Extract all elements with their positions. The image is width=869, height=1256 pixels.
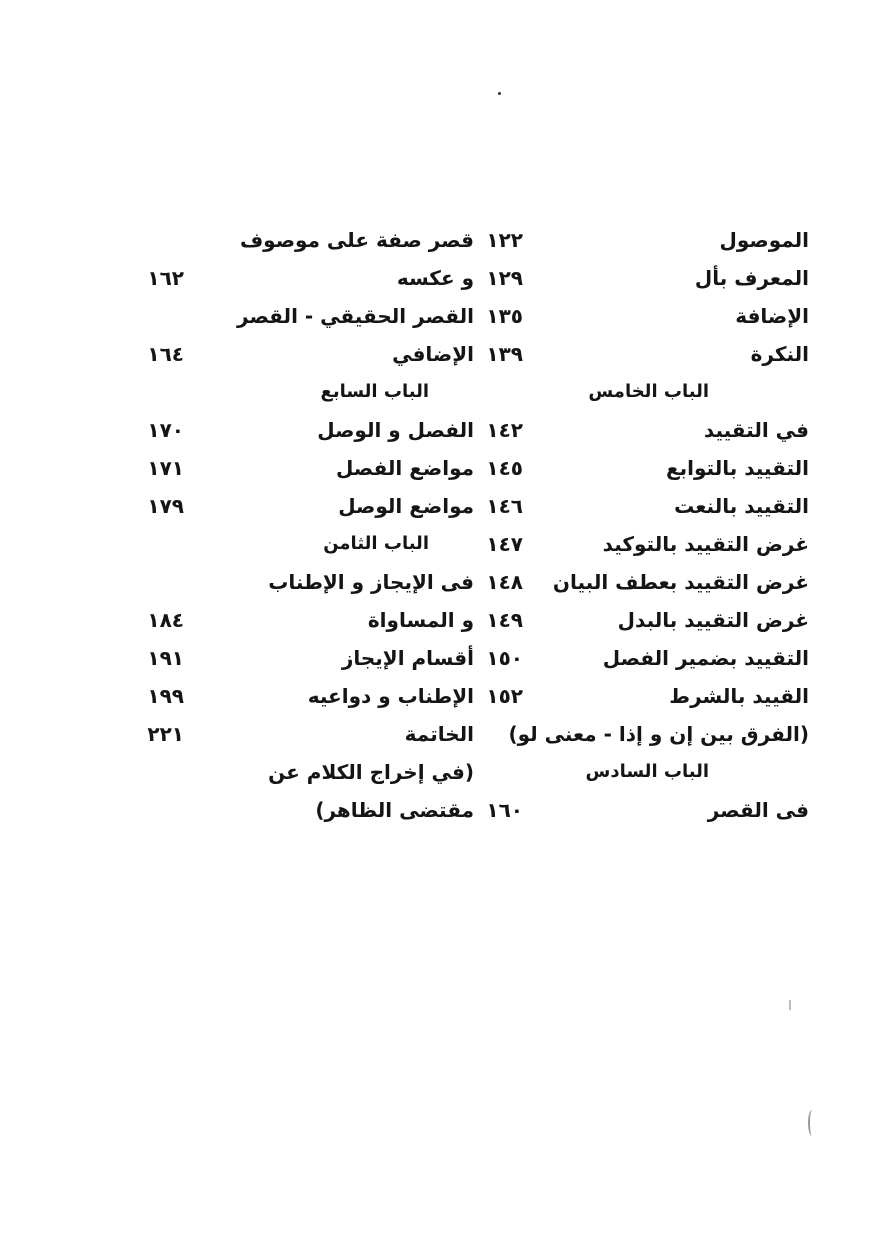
left-entry-page: ٢٢١ (147, 722, 184, 746)
right-entry-title: الموصول (719, 228, 809, 252)
right-entry-page: ١٤٥ (486, 456, 523, 480)
page-dot (498, 92, 501, 95)
toc-row (0, 412, 869, 450)
right-entry-page: ١٥٢ (486, 684, 523, 708)
right-entry-title: التقييد بضمير الفصل (602, 646, 809, 670)
right-entry-page: ١٤٩ (486, 608, 523, 632)
left-entry-title: أقسام الإيجاز (341, 646, 474, 670)
toc-row (0, 298, 869, 336)
toc-row (0, 450, 869, 488)
left-entry-title: الفصل و الوصل (317, 418, 474, 442)
left-entry-page: ١٩٩ (147, 684, 184, 708)
left-entry-title: الإضافي (392, 342, 474, 366)
toc-row (0, 678, 869, 716)
left-entry-page: ١٧١ (147, 456, 184, 480)
toc-row (0, 640, 869, 678)
toc-row (0, 602, 869, 640)
right-entry-title: النكرة (750, 342, 809, 366)
right-entry-page: ١٣٥ (486, 304, 523, 328)
toc-row (0, 564, 869, 602)
right-entry-page: ١٣٩ (486, 342, 523, 366)
right-entry-title: الإضافة (735, 304, 809, 328)
toc-row (0, 526, 869, 564)
chapter-heading: الباب السابع (320, 381, 429, 402)
left-entry-title: القصر الحقيقي - القصر (237, 304, 474, 328)
left-entry-title: (في إخراج الكلام عن (268, 760, 474, 784)
left-entry-page: ١٧٠ (147, 418, 184, 442)
toc-row (0, 260, 869, 298)
right-entry-page: ١٢٢ (486, 228, 523, 252)
right-entry-title: غرض التقييد بالتوكيد (602, 532, 809, 556)
left-entry-page: ١٧٩ (147, 494, 184, 518)
right-entry-title: فى القصر (707, 798, 809, 822)
right-entry-title: التقييد بالنعت (674, 494, 809, 518)
chapter-heading: الباب السادس (585, 761, 709, 782)
right-entry-title: (الفرق بين إن و إذا - معنى لو) (508, 722, 809, 746)
right-entry-page: ١٥٠ (486, 646, 523, 670)
toc-row (0, 716, 869, 754)
left-entry-page: ١٦٤ (147, 342, 184, 366)
right-entry-title: غرض التقييد بعطف البيان (552, 570, 809, 594)
right-entry-page: ١٤٦ (486, 494, 523, 518)
right-entry-page: ١٦٠ (486, 798, 523, 822)
scan-bracket-mark (808, 1110, 816, 1136)
right-entry-title: المعرف بأل (694, 266, 809, 290)
right-entry-title: غرض التقييد بالبدل (617, 608, 809, 632)
left-entry-title: مواضع الفصل (335, 456, 474, 480)
scan-mark (789, 1000, 791, 1010)
right-entry-title: في التقييد (703, 418, 809, 442)
left-entry-page: ١٦٢ (147, 266, 184, 290)
right-entry-title: القييد بالشرط (669, 684, 809, 708)
toc-row (0, 222, 869, 260)
right-entry-title: التقييد بالتوابع (665, 456, 809, 480)
right-entry-page: ١٢٩ (486, 266, 523, 290)
right-entry-page: ١٤٢ (486, 418, 523, 442)
right-entry-page: ١٤٧ (486, 532, 523, 556)
right-entry-page: ١٤٨ (486, 570, 523, 594)
left-entry-title: و المساواة (367, 608, 474, 632)
table-of-contents (0, 222, 869, 830)
toc-row (0, 374, 869, 412)
left-entry-page: ١٨٤ (147, 608, 184, 632)
left-entry-title: مواضع الوصل (338, 494, 474, 518)
chapter-heading: الباب الخامس (588, 381, 709, 402)
left-entry-title: مقتضى الظاهر) (315, 798, 474, 822)
toc-row (0, 336, 869, 374)
left-entry-title: الخاتمة (404, 722, 474, 746)
chapter-heading: الباب الثامن (323, 533, 429, 554)
left-entry-title: قصر صفة على موصوف (239, 228, 474, 252)
toc-row (0, 792, 869, 830)
toc-row (0, 488, 869, 526)
left-entry-page: ١٩١ (147, 646, 184, 670)
left-entry-title: الإطناب و دواعيه (307, 684, 474, 708)
left-entry-title: فى الإيجاز و الإطناب (268, 570, 474, 594)
left-entry-title: و عكسه (396, 266, 474, 290)
toc-row (0, 754, 869, 792)
